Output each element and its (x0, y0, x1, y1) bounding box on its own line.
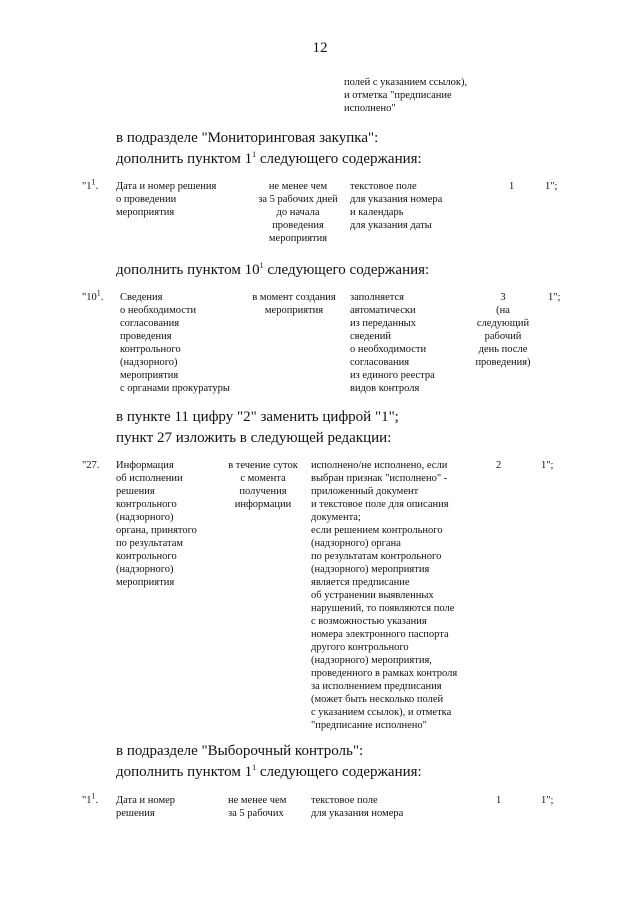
row-col6: 1"; (545, 181, 558, 192)
table-row (0, 459, 640, 731)
row-format: текстовое поле для указания номера (311, 795, 404, 819)
row-number: "$10^1$. (82, 288, 104, 303)
row-col5: 2 (496, 460, 502, 471)
row-term: в течение суток с момента получения информации (228, 460, 298, 510)
instruction-item-11: в пункте 11 цифру "2" заменить цифрой "1"; (116, 409, 399, 425)
row-col5: 1 (496, 795, 502, 806)
row-col6: 1"; (541, 795, 554, 806)
row-format: исполнено/не исполнено, если выбран признак "исполнено" - приложенный документ и текстовое поле для описания документа; если решением контрольного (надзорного) органа по результатам контрольного (надзорного) мероприятия является предписание об устранении выявленных нарушений, то появляются поле с возможностью указания номера электронного паспорта другого контрольного (надзорного) мероприятия, проведенного в рамках контроля за исполнением предписания (может быть несколько полей с указанием ссылок), и отметка "предписание исполнено" (311, 460, 458, 731)
instruction-add-item-1-1: дополнить пунктом $1^1$ следующего содержания: (116, 150, 422, 167)
row-col6: 1"; (548, 292, 561, 303)
table-row (0, 177, 640, 271)
row-col6: 1"; (541, 460, 554, 471)
table-row (0, 791, 640, 885)
continued-cell-text: полей с указанием ссылок), и отметка "предписание исполнено" (344, 77, 468, 114)
section-heading-monitoring: в подразделе "Мониторинговая закупка": (116, 130, 379, 146)
section-heading-selective-control: в подразделе "Выборочный контроль": (116, 743, 364, 759)
row-name: Дата и номер решения (116, 795, 176, 819)
table-row (0, 288, 640, 394)
instruction-add-item-10-1: дополнить пунктом $10^1$ следующего содержания: (116, 261, 430, 278)
row-number: "$1^1$. (82, 177, 99, 192)
row-col5: 1 (509, 181, 515, 192)
row-name: Информация об исполнении решения контрольного (надзорного) органа, принятого по результатам контрольного (надзорного) мероприятия (116, 460, 197, 588)
row-number: "27. (82, 460, 100, 471)
row-number: "$1^1$. (82, 791, 99, 806)
row-term: не менее чем за 5 рабочих дней до начала проведения мероприятия (258, 181, 338, 244)
row-term: в момент создания мероприятия (252, 292, 336, 316)
row-format: текстовое поле для указания номера и календарь для указания даты (350, 181, 443, 231)
row-term: не менее чем за 5 рабочих (228, 795, 287, 819)
instruction-add-item-1-1-second: дополнить пунктом $1^1$ следующего содержания: (116, 763, 422, 780)
row-name: Дата и номер решения о проведении мероприятия (116, 181, 217, 218)
row-col5: 3 (на следующий рабочий день после проведения) (475, 292, 531, 368)
row-name: Сведения о необходимости согласования проведения контрольного (надзорного) мероприятия с органами прокуратуры (120, 292, 230, 394)
row-format: заполняется автоматически из переданных сведений о необходимости согласования из единого реестра видов контроля (350, 292, 435, 394)
instruction-item-27: пункт 27 изложить в следующей редакции: (116, 430, 392, 446)
page-number: 12 (312, 40, 328, 56)
